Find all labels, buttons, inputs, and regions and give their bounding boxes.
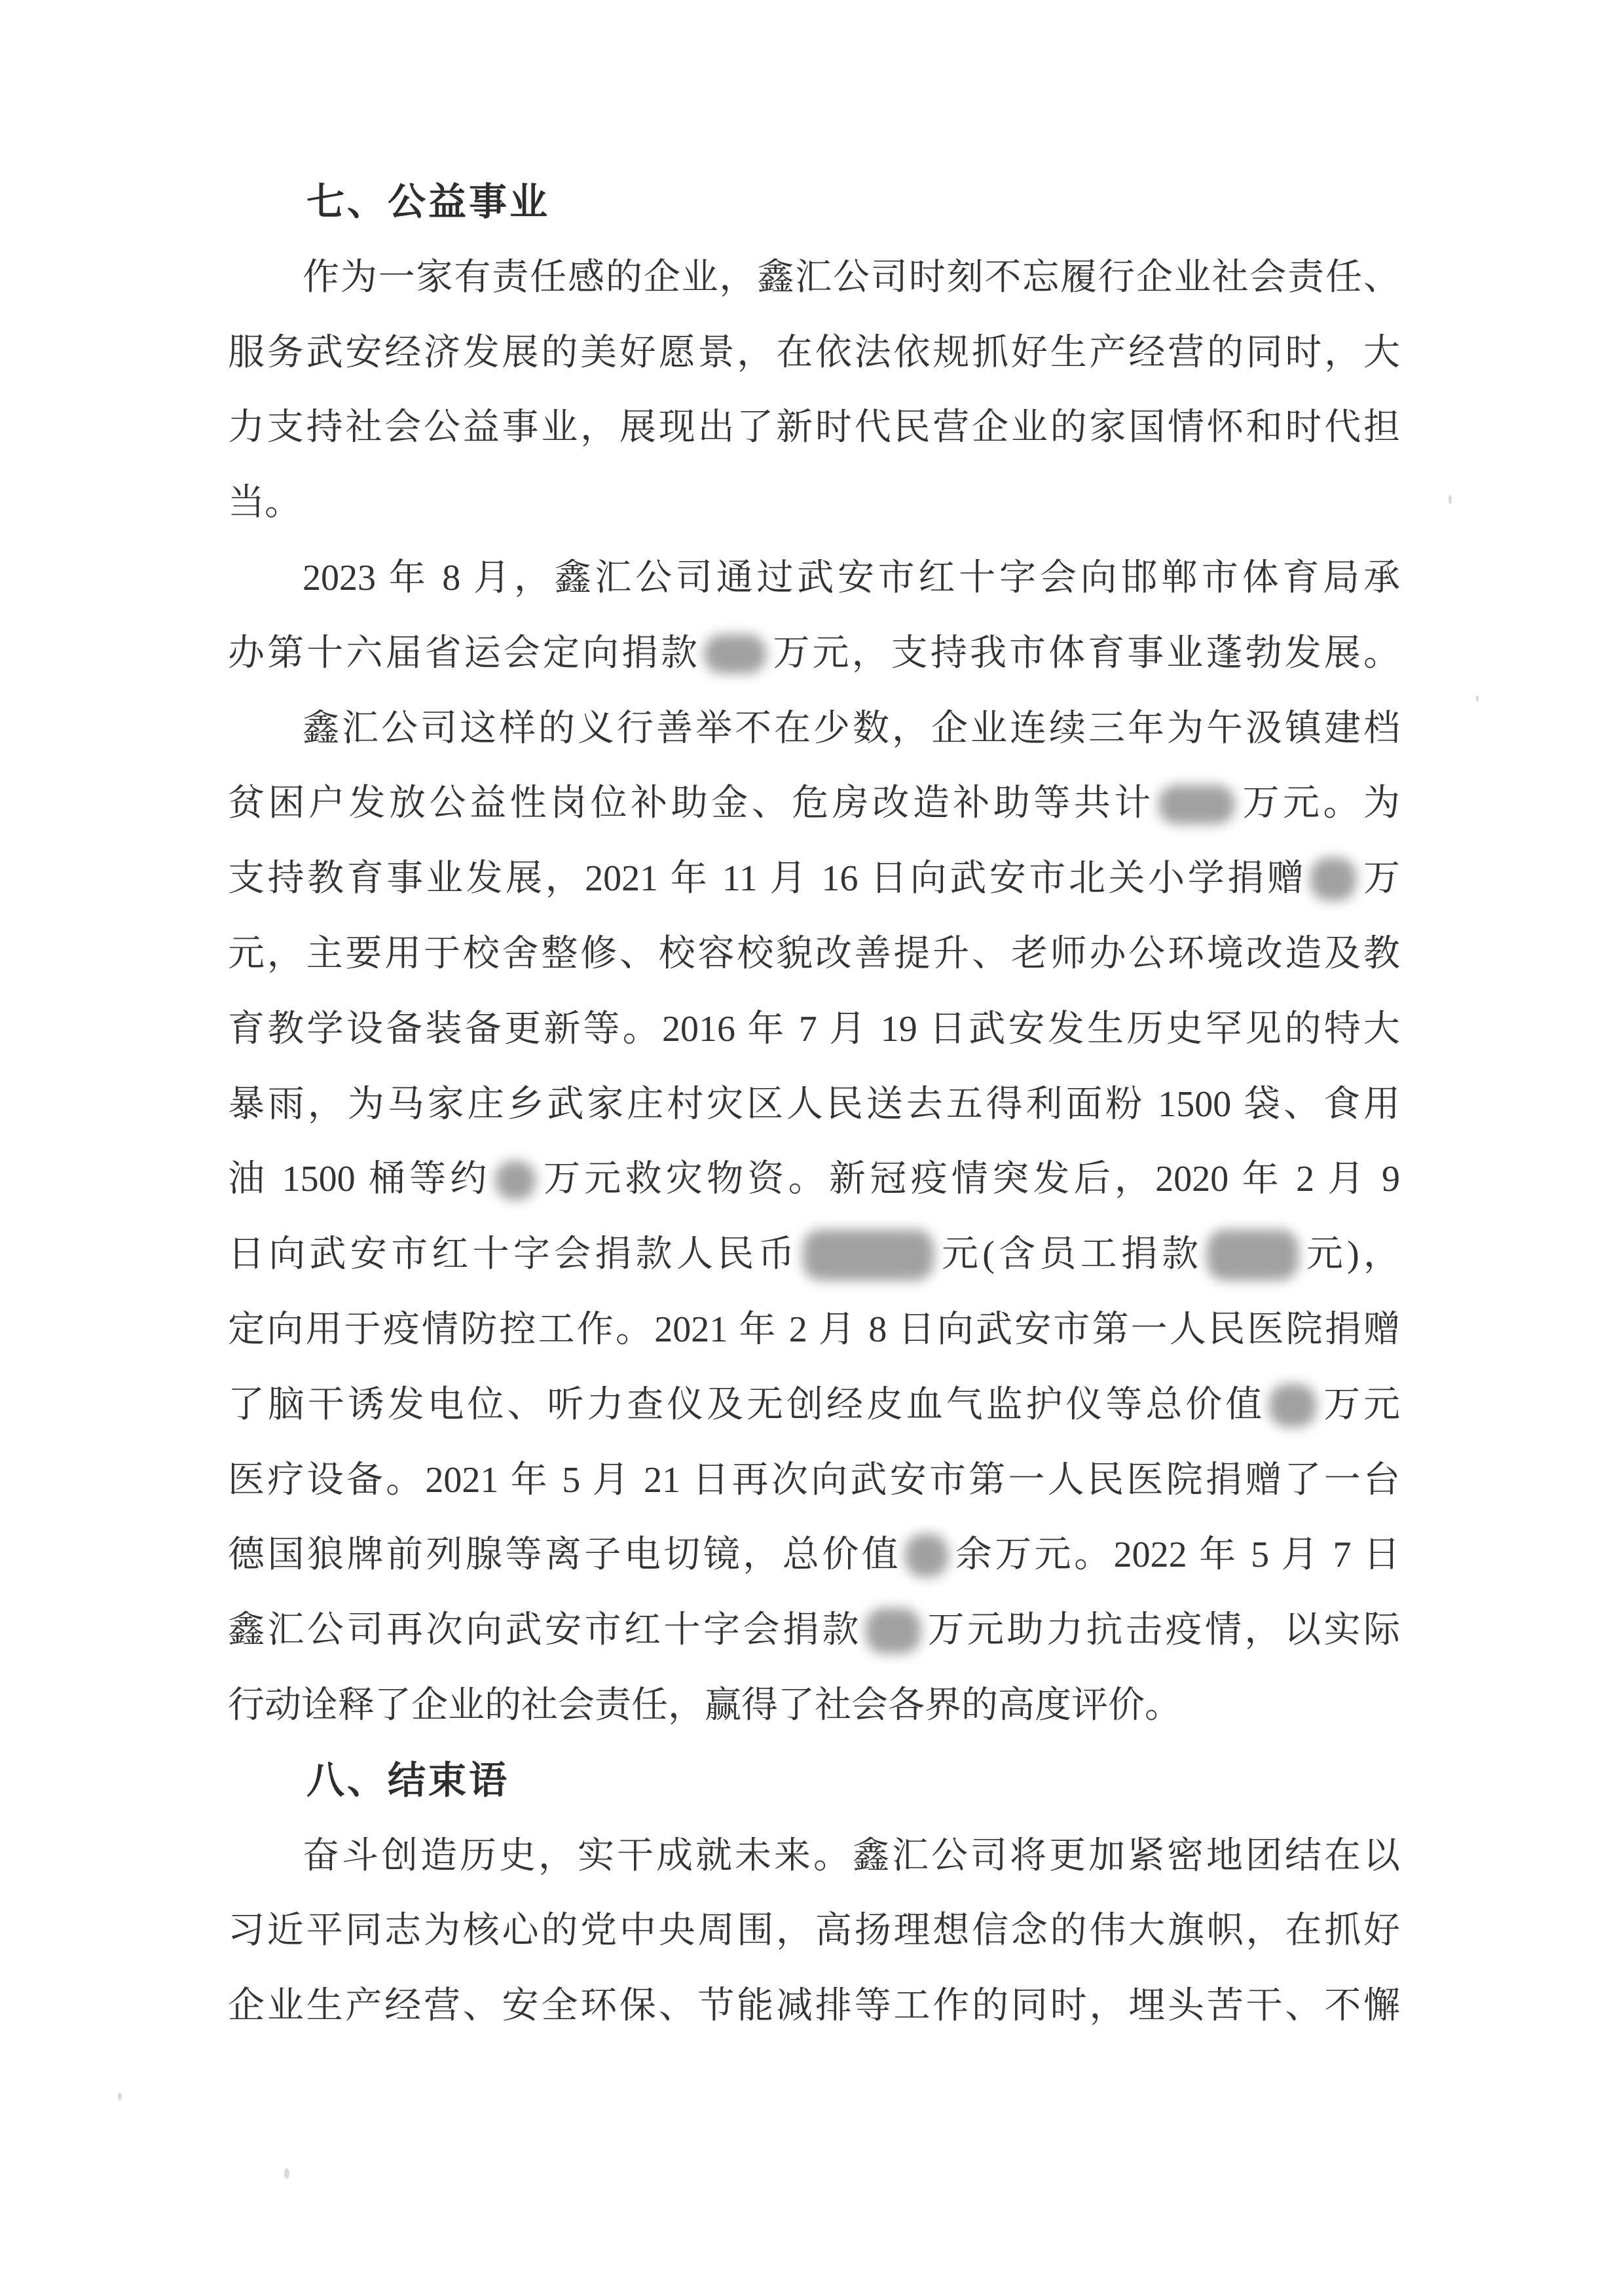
text-line — [228, 240, 1400, 316]
text-segment: 企业生产经营、安全环保、节能减排等工作的同时，埋头苦干、不懈 — [228, 1986, 1400, 2027]
text-segment: 医疗设备。2021 年 5 月 21 日再次向武安市第一人民医院捐赠了一台 — [228, 1459, 1400, 1501]
text-line — [228, 1593, 1400, 1668]
scan-speck — [118, 2092, 122, 2100]
text-segment: 元(含员工捐款 — [937, 1234, 1203, 1275]
text-line — [228, 316, 1400, 391]
text-line — [228, 390, 1400, 465]
text-line — [228, 917, 1400, 992]
text-line — [228, 1067, 1400, 1142]
text-segment: 鑫汇公司这样的义行善举不在少数，企业连续三年为午汲镇建档 — [303, 708, 1400, 749]
text-segment: 作为一家有责任感的企业，鑫汇公司时刻不忘履行企业社会责任、 — [303, 257, 1400, 298]
redacted-value — [803, 1230, 934, 1281]
scan-speck — [1476, 695, 1479, 702]
text-line — [228, 1893, 1400, 1969]
text-line — [228, 1819, 1400, 1894]
text-segment: 万元救灾物资。新冠疫情突发后，2020 年 2 月 9 — [539, 1159, 1401, 1200]
text-line — [228, 465, 1400, 541]
text-segment: 暴雨，为马家庄乡武家庄村灾区人民送去五得利面粉 1500 袋、食用 — [228, 1084, 1400, 1125]
text-line — [228, 616, 1400, 691]
text-segment: 元，主要用于校舍整修、校容校貌改善提升、老师办公环境改造及教 — [228, 933, 1400, 974]
text-segment: 元)， — [1302, 1234, 1400, 1275]
text-segment: 德国狼牌前列腺等离子电切镜，总价值 — [228, 1535, 902, 1576]
text-line — [228, 541, 1400, 616]
text-segment: 了脑干诱发电位、听力查仪及无创经皮血气监护仪等总价值 — [228, 1384, 1266, 1425]
redacted-value — [1310, 858, 1356, 901]
text-segment: 奋斗创造历史，实干成就未来。鑫汇公司将更加紧密地团结在以 — [303, 1835, 1400, 1876]
text-segment: 行动诠释了企业的社会责任，赢得了社会各界的高度评价。 — [228, 1685, 1181, 1726]
text-line — [228, 691, 1400, 767]
redacted-value — [1158, 785, 1235, 824]
text-segment: 油 1500 桶等约 — [228, 1159, 491, 1200]
scan-speck — [1449, 495, 1452, 504]
section-heading — [228, 1743, 1400, 1819]
text-segment: 办第十六届省运会定向捐款 — [228, 632, 701, 674]
text-line — [228, 1368, 1400, 1443]
text-segment: 服务武安经济发展的美好愿景，在依法依规抓好生产经营的同时，大 — [228, 332, 1400, 373]
text-line — [228, 1969, 1400, 2044]
redacted-value — [704, 634, 766, 674]
text-segment: 日向武安市红十字会捐款人民币 — [228, 1234, 799, 1275]
text-line — [228, 992, 1400, 1067]
text-segment: 当。 — [228, 483, 301, 524]
heading-text: 七、公益事业 — [306, 181, 551, 223]
text-segment: 万元 — [1320, 1384, 1401, 1425]
text-segment: 万 — [1360, 858, 1401, 900]
redacted-value — [495, 1161, 536, 1200]
redacted-value — [905, 1534, 948, 1577]
text-line — [228, 1217, 1400, 1292]
text-segment: 定向用于疫情防控工作。2021 年 2 月 8 日向武安市第一人民医院捐赠 — [228, 1309, 1400, 1350]
text-segment: 余万元。2022 年 5 月 7 日 — [952, 1535, 1401, 1576]
text-line — [228, 766, 1400, 841]
text-segment: 力支持社会公益事业，展现出了新时代民营企业的家国情怀和时代担 — [228, 407, 1400, 448]
section-heading — [228, 165, 1400, 240]
text-segment: 2023 年 8 月，鑫汇公司通过武安市红十字会向邯郸市体育局承 — [303, 557, 1400, 598]
redacted-value — [1269, 1384, 1316, 1427]
text-line — [228, 1292, 1400, 1368]
text-line — [228, 1668, 1400, 1743]
redacted-value — [866, 1608, 921, 1654]
document-text-block — [228, 165, 1400, 2044]
heading-text: 八、结束语 — [306, 1758, 510, 1802]
text-segment: 鑫汇公司再次向武安市红十字会捐款 — [228, 1610, 862, 1651]
text-line — [228, 1142, 1400, 1217]
text-segment: 贫困户发放公益性岗位补助金、危房改造补助等共计 — [228, 783, 1154, 824]
redacted-value — [1207, 1230, 1299, 1281]
text-line — [228, 1518, 1400, 1593]
text-segment: 万元，支持我市体育事业蓬勃发展。 — [770, 632, 1401, 674]
text-segment: 习近平同志为核心的党中央周围，高扬理想信念的伟大旗帜，在抓好 — [228, 1910, 1400, 1952]
text-segment: 育教学设备装备更新等。2016 年 7 月 19 日武安发生历史罕见的特大 — [228, 1008, 1400, 1049]
text-line — [228, 1443, 1400, 1518]
text-segment: 万元。为 — [1238, 783, 1401, 824]
text-line — [228, 841, 1400, 917]
scan-speck — [284, 2168, 289, 2179]
text-segment: 万元助力抗击疫情，以实际 — [925, 1610, 1400, 1651]
text-segment: 支持教育事业发展，2021 年 11 月 16 日向武安市北关小学捐赠 — [228, 858, 1307, 900]
